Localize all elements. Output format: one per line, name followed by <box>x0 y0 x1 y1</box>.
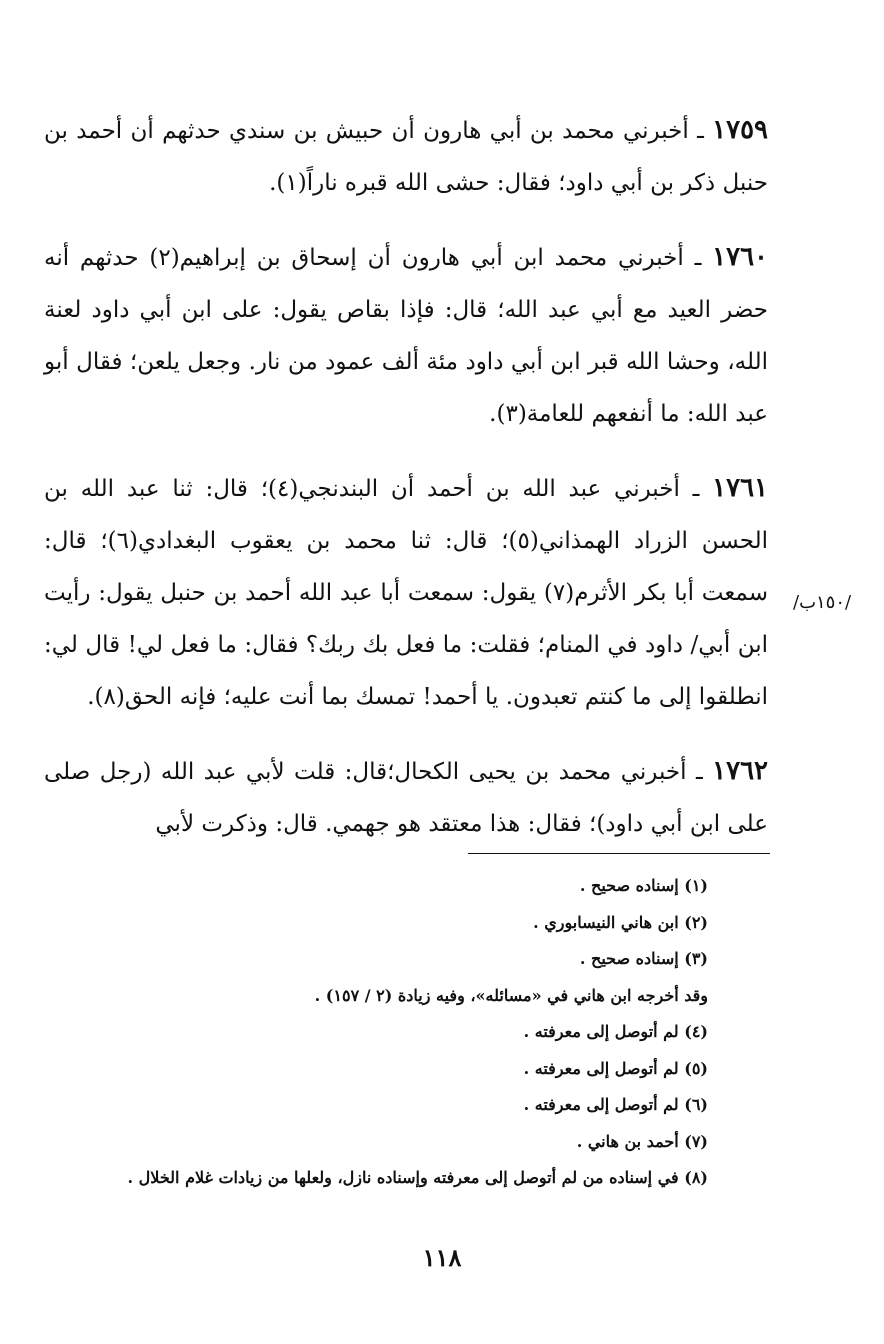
hadith-number: ١٧٦٠ <box>712 242 768 272</box>
footnote: (٢) ابن هاني النيسابوري . <box>533 912 708 932</box>
page-number: ١١٨ <box>422 1243 462 1272</box>
hadith-text: ـ أخبرني محمد بن يحيى الكحال؛قال: قلت لأبي عبد الله (رجل صلى على ابن أبي داود)؛ فقال: هذا معتقد هو جهمي. قال: وذكرت لأبي <box>44 759 768 837</box>
manuscript-folio-marker: /١٥٠ب/ <box>793 592 852 613</box>
hadith-number: ١٧٥٩ <box>712 115 768 145</box>
hadith-text: ـ أخبرني محمد بن أبي هارون أن حبيش بن سندي حدثهم أن أحمد بن حنبل ذكر بن أبي داود؛ فقال: حشى الله قبره ناراً(١). <box>44 118 768 196</box>
hadith-paragraph <box>44 104 768 209</box>
footnote: (٨) في إسناده من لم أتوصل إلى معرفته وإسناده نازل، ولعلها من زيادات غلام الخلال . <box>127 1168 708 1187</box>
footnotes <box>40 868 708 1197</box>
hadith-paragraph <box>44 745 768 850</box>
footnote: (١) إسناده صحيح . <box>579 876 708 895</box>
footnote: (٦) لم أتوصل إلى معرفته . <box>523 1095 708 1114</box>
hadith-paragraph <box>44 231 768 440</box>
footnote: (٣) إسناده صحيح . <box>579 949 708 968</box>
main-text <box>44 104 768 872</box>
hadith-text: ـ أخبرني عبد الله بن أحمد أن البندنجي(٤)؛ قال: ثنا عبد الله بن الحسن الزراد الهمذاني(٥)؛ قال: ثنا محمد بن يعقوب البغدادي(٦)؛ قال: سمعت أبا بكر الأثرم(٧) يقول: سمعت أبا عبد الله أحمد بن حنبل يقول: رأيت ابن أبي/ داود في المنام؛ فقلت: ما فعل بك ربك؟ فقال: ما فعل لي! قال لي: انطلقوا إلى ما كنتم تعبدون. يا أحمد! تمسك بما أنت عليه؛ فإنه الحق(٨). <box>44 476 769 710</box>
footnote: (٤) لم أتوصل إلى معرفته . <box>523 1022 708 1041</box>
footnote: (٧) أحمد بن هاني . <box>576 1131 708 1151</box>
footnote-divider <box>468 853 770 854</box>
hadith-number: ١٧٦٢ <box>712 756 768 786</box>
footnote: وقد أخرجه ابن هاني في «مسائله»، وفيه زيادة (٢ / ١٥٧) . <box>314 985 708 1005</box>
hadith-number: ١٧٦١ <box>712 473 768 503</box>
footnote: (٥) لم أتوصل إلى معرفته . <box>523 1058 708 1078</box>
hadith-paragraph <box>44 462 768 723</box>
hadith-text: ـ أخبرني محمد ابن أبي هارون أن إسحاق بن إبراهيم(٢) حدثهم أنه حضر العيد مع أبي عبد الله؛ قال: فإذا بقاص يقول: على ابن أبي داود لعنة الله، وحشا الله قبر ابن أبي داود مئة ألف عمود من نار. وجعل يلعن؛ فقال أبو عبد الله: ما أنفعهم للعامة(٣). <box>44 245 768 427</box>
